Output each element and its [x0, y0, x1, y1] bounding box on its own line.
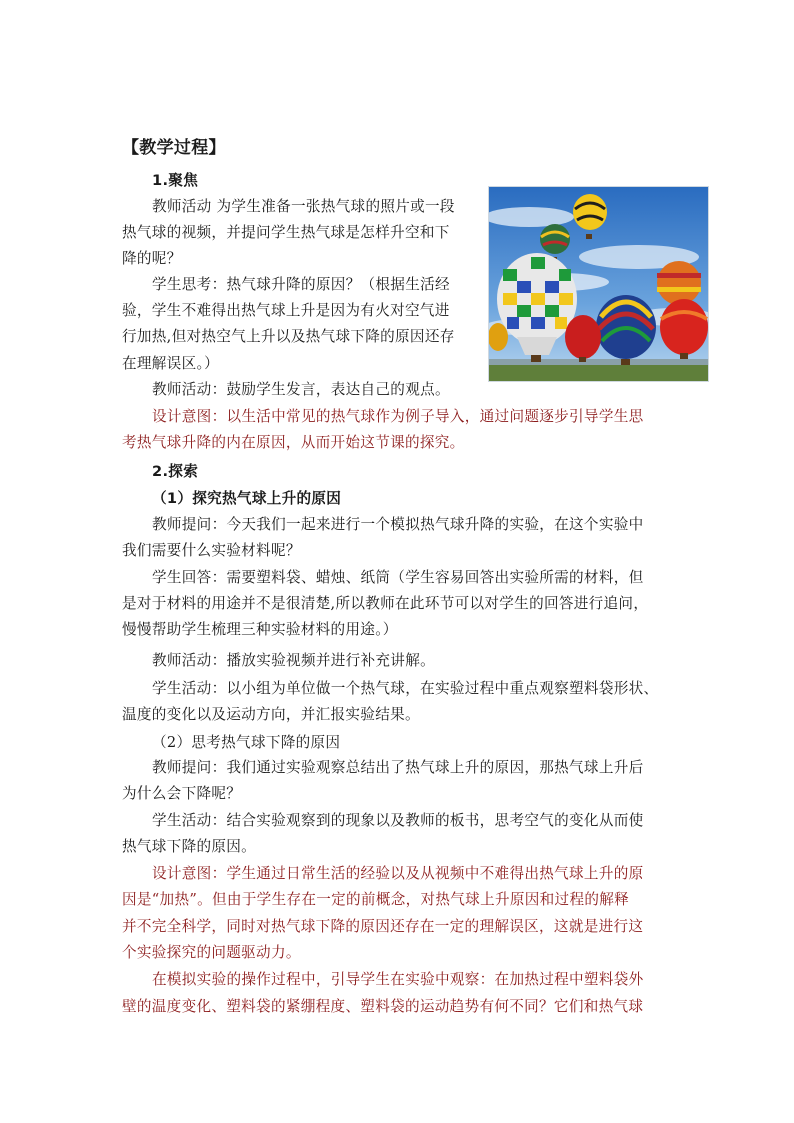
focus-line: 行加热,但对热空气上升以及热气球下降的原因还存	[122, 328, 455, 345]
focus-line: 教师活动 为学生准备一张热气球的照片或一段	[152, 198, 455, 215]
sub1-line: 慢慢帮助学生梳理三种实验材料的用途。）	[122, 621, 398, 638]
focus-line: 热气球的视频，并提问学生热气球是怎样升空和下	[122, 224, 450, 241]
explore-heading: 2.探索	[152, 463, 199, 480]
design-intent-line: 设计意图：以生活中常见的热气球作为例子导入，通过问题逐步引导学生思	[152, 408, 644, 425]
focus-line: 教师活动：鼓励学生发言，表达自己的观点。	[152, 381, 450, 398]
sub1-line: 教师提问：今天我们一起来进行一个模拟热气球升降的实验，在这个实验中	[152, 516, 644, 533]
design-intent-line: 并不完全科学，同时对热气球下降的原因还存在一定的理解误区，这就是进行这	[122, 918, 644, 935]
design-intent-line: 考热气球升降的内在原因，从而开始这节课的探究。	[122, 434, 465, 451]
sub2-heading: （2）思考热气球下降的原因	[152, 734, 341, 751]
sub2-line: 教师提问：我们通过实验观察总结出了热气球上升的原因，那热气球上升后	[152, 759, 644, 776]
sub1-line: 学生回答：需要塑料袋、蜡烛、纸筒（学生容易回答出实验所需的材料，但	[152, 569, 644, 586]
sub1-heading: （1）探究热气球上升的原因	[152, 490, 342, 507]
design-intent-line: 个实验探究的问题驱动力。	[122, 944, 301, 961]
focus-line: 降的呢？	[122, 250, 182, 267]
sub1-line: 温度的变化以及运动方向，并汇报实验结果。	[122, 706, 420, 723]
sub1-line: 教师活动：播放实验视频并进行补充讲解。	[152, 652, 435, 669]
design-intent-line: 在模拟实验的操作过程中，引导学生在实验中观察：在加热过程中塑料袋外	[152, 971, 644, 988]
sub1-line: 学生活动：以小组为单位做一个热气球，在实验过程中重点观察塑料袋形状、	[152, 680, 659, 697]
sub2-line: 学生活动：结合实验观察到的现象以及教师的板书，思考空气的变化从而使	[152, 812, 644, 829]
focus-line: 在理解误区。）	[122, 355, 219, 372]
focus-line: 验，学生不难得出热气球上升是因为有火对空气进	[122, 302, 450, 319]
focus-heading: 1.聚焦	[152, 172, 199, 189]
design-intent-line: 因是“加热”。但由于学生存在一定的前概念，对热气球上升原因和过程的解释	[122, 891, 630, 908]
focus-line: 学生思考：热气球升降的原因？（根据生活经	[152, 276, 450, 293]
sub2-line: 热气球下降的原因。	[122, 838, 257, 855]
sub1-line: 是对于材料的用途并不是很清楚,所以教师在此环节可以对学生的回答进行追问，	[122, 595, 649, 612]
design-intent-line: 设计意图：学生通过日常生活的经验以及从视频中不难得出热气球上升的原	[152, 865, 644, 882]
hot-air-balloon-photo	[488, 186, 709, 382]
design-intent-line: 壁的温度变化、塑料袋的紧绷程度、塑料袋的运动趋势有何不同？它们和热气球	[122, 998, 644, 1015]
sub2-line: 为什么会下降呢？	[122, 785, 242, 802]
sub1-line: 我们需要什么实验材料呢？	[122, 542, 301, 559]
section-title: 【教学过程】	[122, 138, 226, 158]
